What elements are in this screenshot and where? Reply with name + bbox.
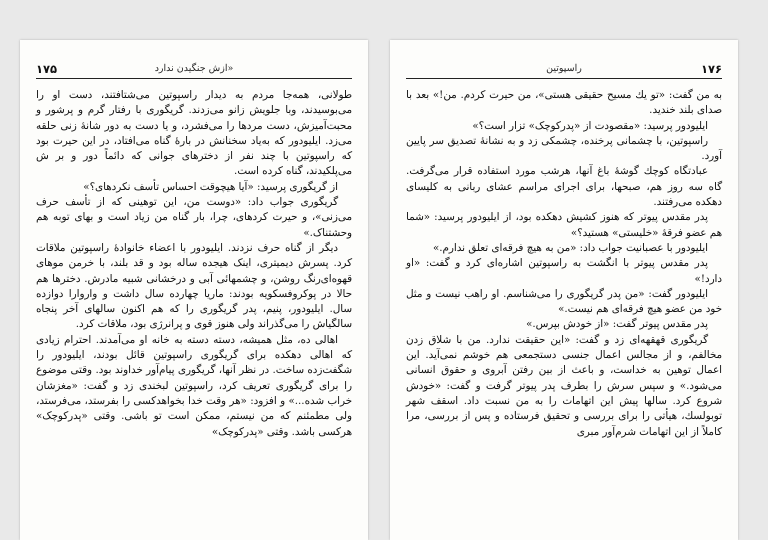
paragraph: از گریگوری پرسید: «آیا هیچوقت احساس تأسف نکردهای؟» (83, 180, 338, 193)
right-page-body (406, 88, 722, 540)
paragraph: عبادتگاه کوچك گوشهٔ باغ آنها، هرشب مورد استفاده قرار می‌گرفت. گاه سه روز هم، صبحها، برای اجرای مراسم عشای ربانی به کلیسای دهکده می‌رفتند. (406, 165, 722, 209)
paragraph: پدر مقدس پیوتر با انگشت به راسپوتین اشاره‌ای کرد و گفت: «او دارد!» (406, 257, 722, 285)
paragraph: راسپوتین، با چشمانی پرخنده، چشمکی زد و به نشانهٔ تصدیق سر پایین آورد. (406, 134, 722, 163)
left-page-header (36, 62, 352, 79)
left-running-title: «ازش جنگیدن ندارد (154, 63, 234, 74)
right-running-title: راسپوتین (546, 63, 582, 74)
right-page-header (406, 62, 722, 79)
paragraph: ایلیودور با عصبانیت جواب داد: «من به هیچ فرقه‌ای تعلق ندارم.» (432, 241, 708, 254)
left-page-number: ۱۷۵ (36, 62, 58, 76)
paragraph: ایلیودور گفت: «من پدر گریگوری را می‌شناسم. او راهب نیست و مثل خود من عضو هیچ فرقه‌ای هم نیست.» (406, 287, 722, 316)
left-page (20, 40, 368, 540)
paragraph: پدر مقدس پیوتر گفت: «از خودش بپرس.» (526, 318, 708, 331)
paragraph: ایلیودور پرسید: «مقصودت از «پدرکوچک» تزار است؟» (472, 119, 708, 132)
paragraph: گریگوری جواب داد: «دوست من، این توهینی که از تأسف حرف می‌زنی»، و حیرت کردهای، چرا، بار گناه من زیاد است و بهای توبه هم وحشتناک.» (36, 196, 352, 239)
paragraph: طولانی، همه‌جا مردم به دیدار راسپوتین می‌شتافتند، دست او را می‌بوسیدند، وبا جلویش زانو می‌زدند. گریگوری با رفتار گرم و پرشور و محبت‌آمیزش، دست مردها را می‌فشرد، و یا دست به دور شانهٔ زنی حلقه می‌زد. ایلیودور که به‌یاد سخنانش در بارهٔ گناه می‌افتاد، در این حیرت بود که راسپوتین با چند نفر از دخترهای جوانی که دائماً دور و بر ش می‌پلکیدند، گناه کرده است. (36, 89, 352, 178)
left-page-body (36, 88, 352, 540)
paragraph: اهالی ده، مثل همیشه، دسته دسته به خانه او می‌آمدند. احترام زیادی که اهالی دهکده برای گریگوری راسپوتین قائل بودند، ایلیودور را شگفت‌زده ساخت. در نظر آنها، گریگوری پیام‌آور خداوند بود. وقتی موضوع را برای گریگوری تعریف کرد، راسپوتین لبخندی زد و گفت: «مغزشان خراب شده...» و افزود: «هر وقت خدا بخواهدکسی را بفرستد، می‌فرستد، ولی مطمئنم که من نیستم، ممکن است تو باشی. وقتی «پدرکوچک» هرکسی باشد. وقتی «پدرکوچک» (36, 333, 352, 438)
paragraph: پدر مقدس پیوتر که هنوز کشیش دهکده بود، از ایلیودور پرسید: «شما هم عضو فرقهٔ «خلیستی» هستید؟» (406, 211, 722, 239)
right-page (390, 40, 738, 540)
paragraph: دیگر از گناه حرف نزدند. ایلیودور با اعضاء خانوادهٔ راسپوتین ملاقات کرد. پسرش دیمیتری، اینک هیجده ساله بود و قد بلند، با خرمن موهای قهوه‌ای‌رنگ روشن، و چشمهائی آبی و درخشانی شبیه مادرش. دخترها هم حالا در پوکروفسکویه بودند: ماریا چهارده سال داشت و واروارا دوازده سال. ایلیودور، پنیم، پدر گریگوری را که هم اکنون سالهای آخر پنجاه سالگیاش را می‌گذراند ولی هنوز قوی و پرانرژی بود، ملاقات کرد. (36, 241, 352, 331)
right-page-number: ۱۷۶ (700, 62, 722, 76)
paragraph: به من گفت: «تو یك مسیح حقیقی هستی»، من حیرت کردم. من!» بعد با صدای بلند خندید. (406, 89, 722, 117)
paragraph: گریگوری قهقهه‌ای زد و گفت: «این حقیقت ندارد. من با شلاق زدن مخالفم، و از مجالس اعمال جنسی دستجمعی هم خوشم نمی‌آید. این اعمال توهین به خداست، و باعث از بین رفتن آبروی و حقوق انسانی می‌شود.» و سپس سرش را بطرف پدر پیوتر گرفت و گفت: «خودش شروع کرد. سالها پیش این اتهامات را به من نسبت داد. اسقف شهر توبولسك، هیأتی را برای بررسی و تحقیق فرستاده و پس از بررسی، مرا کاملاً از این اتهامات شرم‌آور مبری (406, 333, 722, 438)
